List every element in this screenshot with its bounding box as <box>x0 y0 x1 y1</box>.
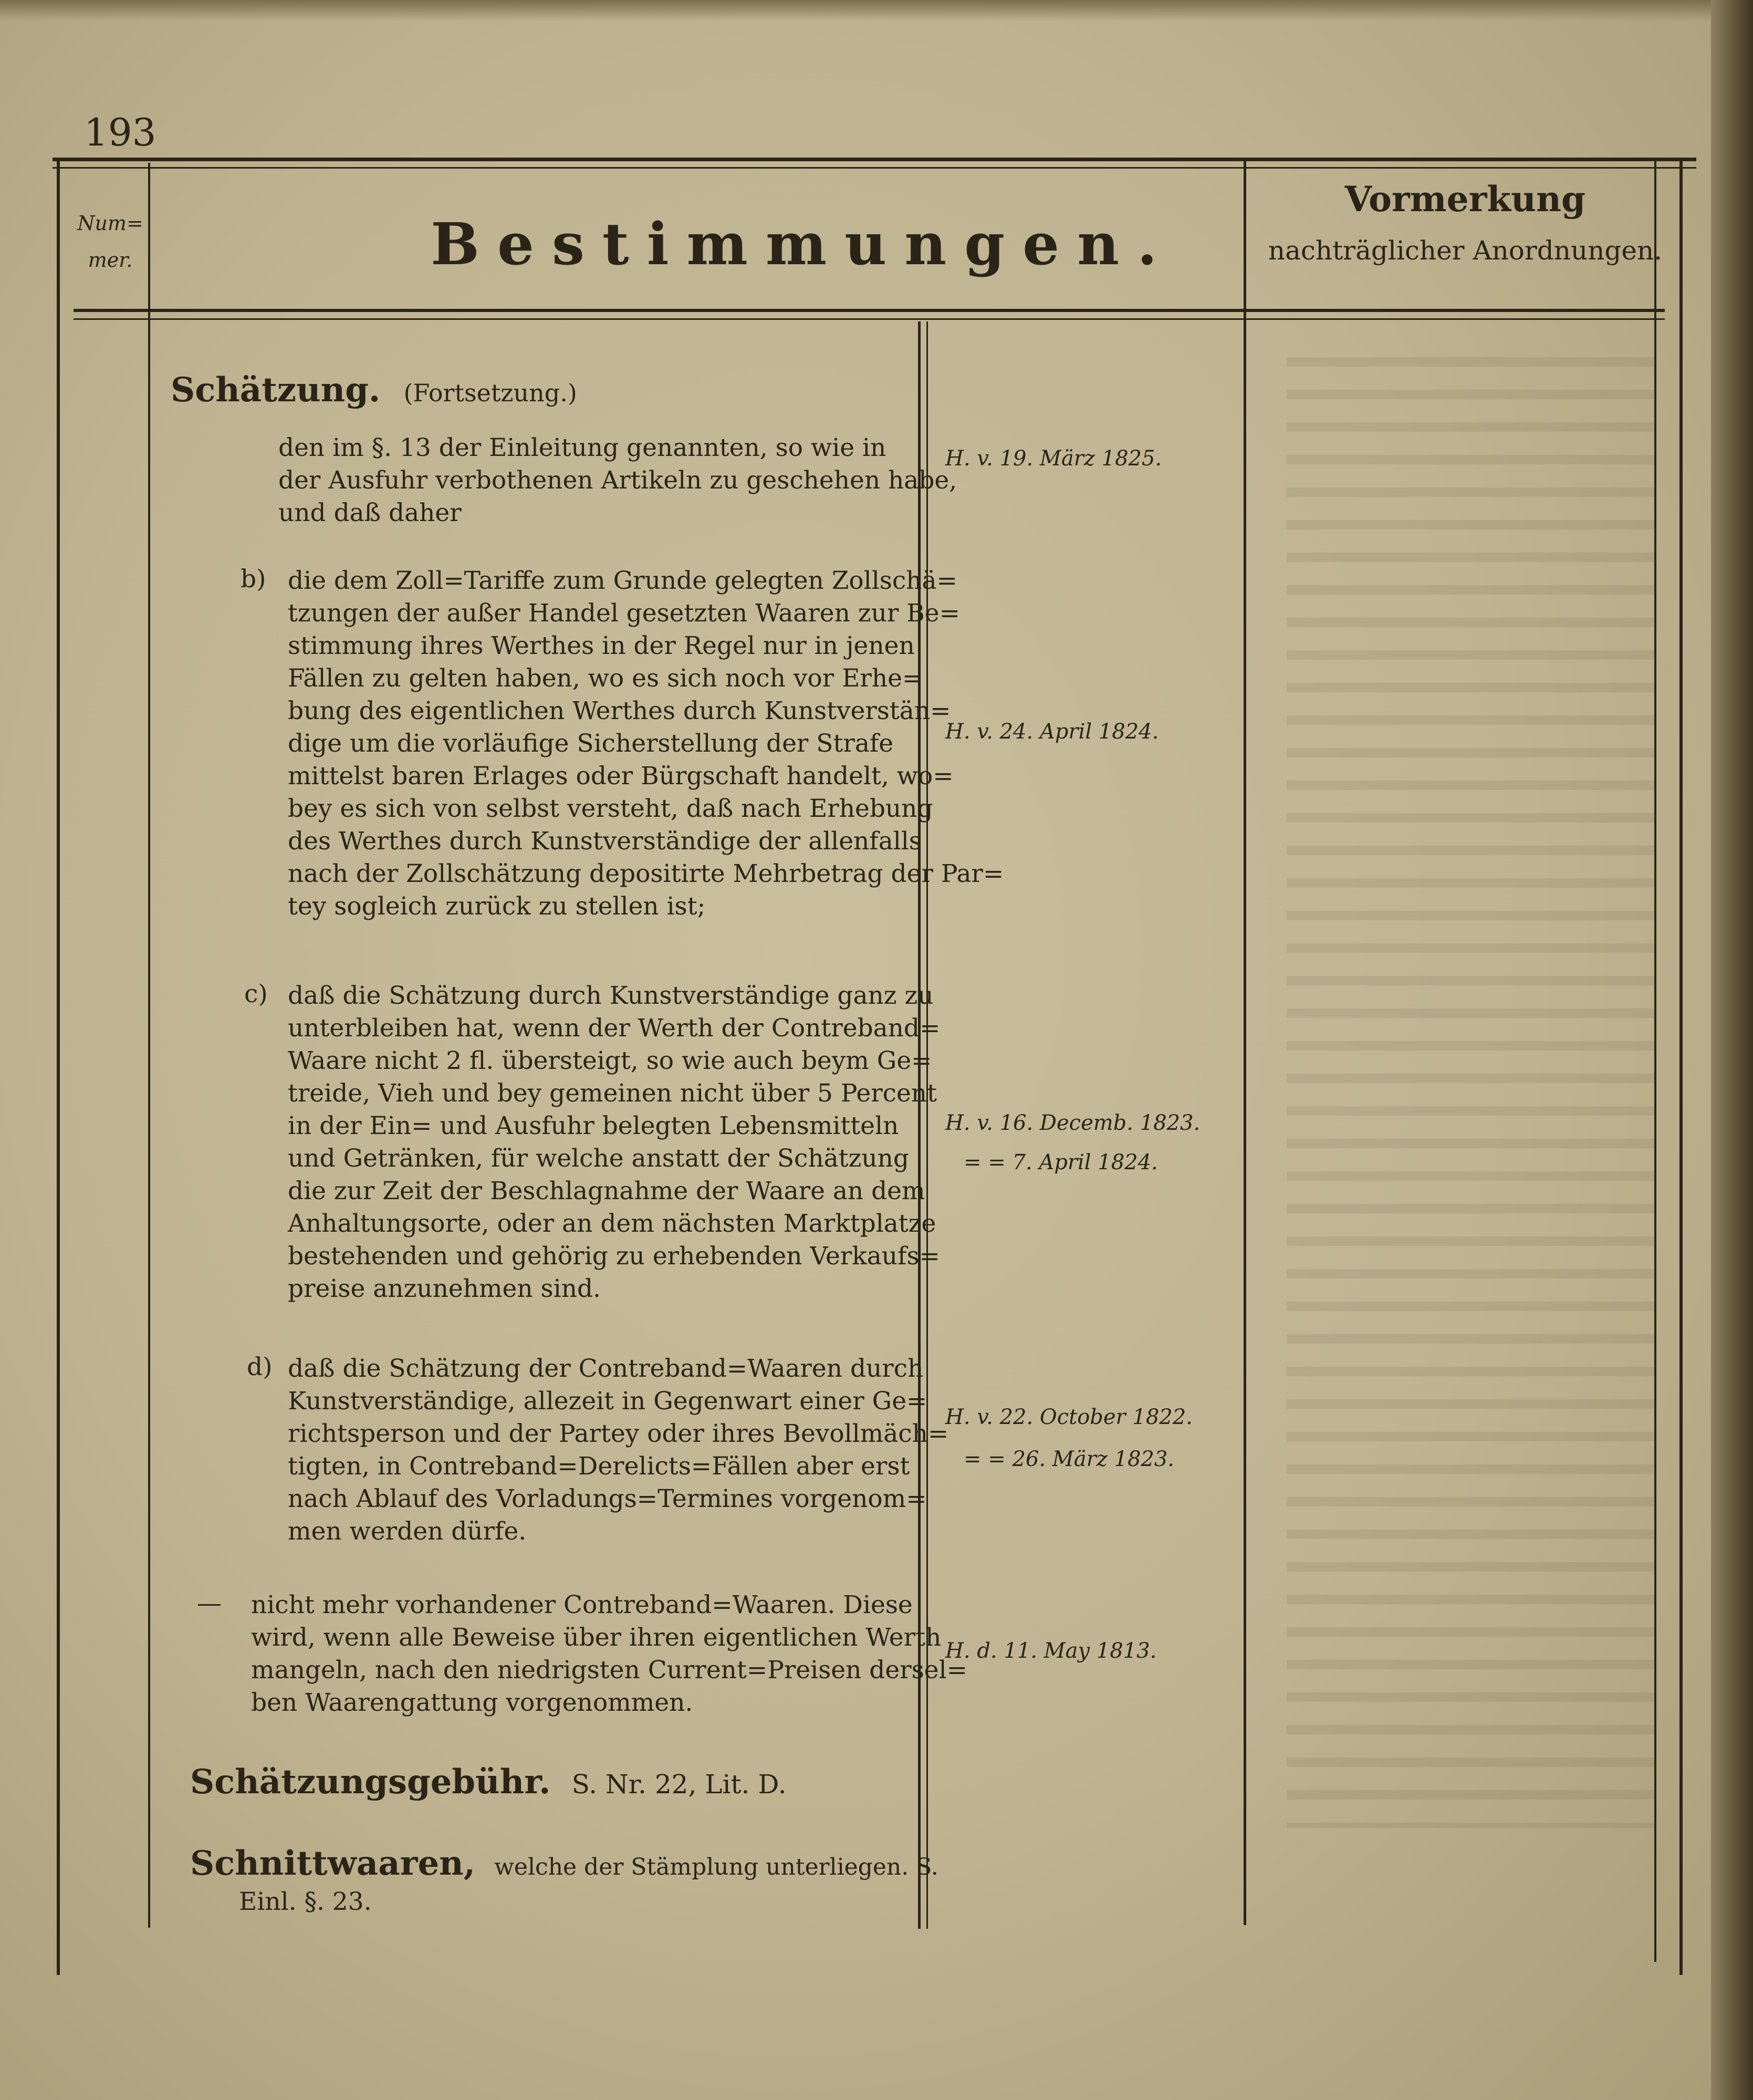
intro-line: den im §. 13 der Einleitung genannten, so wie in <box>278 433 886 462</box>
item-d-line: nach Ablauf des Vorladungs=Termines vorgenom= <box>288 1484 927 1513</box>
schaetzung-heading <box>171 370 577 410</box>
schaetzungsgebuehr-entry <box>190 1762 787 1802</box>
page-number: 193 <box>84 110 156 154</box>
notes-column-left-rule <box>1244 160 1246 1925</box>
item-c-line: und Getränken, für welche anstatt der Schätzung <box>288 1144 909 1173</box>
page-top-shadow <box>0 0 1753 21</box>
header-bottom-rule <box>74 309 1665 312</box>
regulations-column-header: Bestimmungen. <box>431 210 1175 278</box>
notes-column-header-subtitle: nachträglicher Anordnungen. <box>1268 235 1663 266</box>
item-c-line: preise anzunehmen sind. <box>288 1274 601 1303</box>
table-top-border-inner <box>53 167 1696 169</box>
item-b-line: bung des eigentlichen Werthes durch Kunstverstän= <box>288 696 951 725</box>
item-d-label: d) <box>247 1353 273 1381</box>
note-1825: H. v. 19. März 1825. <box>945 446 1162 471</box>
item-d-paragraph <box>288 1353 948 1548</box>
schaetzung-heading-text: Schätzung. <box>171 370 381 410</box>
item-c-line: Waare nicht 2 fl. übersteigt, so wie auch beym Ge= <box>288 1046 932 1075</box>
note-1823-december: H. v. 16. Decemb. 1823. <box>945 1111 1201 1135</box>
table-top-border <box>53 158 1696 161</box>
note-1823-march-ditto: = = 26. März 1823. <box>964 1447 1175 1471</box>
note-1824-april-ditto: = = 7. April 1824. <box>964 1150 1158 1174</box>
item-b-line: tzungen der außer Handel gesetzten Waaren zur Be= <box>288 599 960 628</box>
notes-column-right-rule <box>1654 160 1656 1962</box>
dash-item-label: — <box>197 1589 222 1618</box>
dash-item-line: mangeln, nach den niedrigsten Current=Preisen dersel= <box>251 1656 968 1685</box>
schaetzungsgebuehr-reference: S. Nr. 22, Lit. D. <box>571 1769 787 1800</box>
item-c-line: treide, Vieh und bey gemeinen nicht über 5 Percent <box>288 1079 937 1108</box>
intro-line: der Ausfuhr verbothenen Artikeln zu geschehen habe, <box>278 466 957 495</box>
bleed-through-lines <box>1287 357 1654 1828</box>
item-b-paragraph <box>288 565 1004 923</box>
item-d-line: daß die Schätzung der Contreband=Waaren durch <box>288 1354 924 1383</box>
number-column-rule <box>148 163 150 1928</box>
item-b-line: stimmung ihres Werthes in der Regel nur in jenen <box>288 631 915 660</box>
item-b-label: b) <box>241 565 266 594</box>
note-1822-october: H. v. 22. October 1822. <box>945 1405 1193 1429</box>
dash-item-line: wird, wenn alle Beweise über ihren eigentlichen Werth <box>251 1623 942 1652</box>
item-b-line: des Werthes durch Kunstverständige der allenfalls <box>288 827 922 856</box>
item-c-label: c) <box>244 980 268 1009</box>
dash-item-paragraph <box>251 1589 967 1719</box>
item-b-line: dige um die vorläufige Sicherstellung der Strafe <box>288 729 894 758</box>
item-c-line: daß die Schätzung durch Kunstverständige ganz zu <box>288 981 934 1010</box>
number-column-header <box>74 205 147 278</box>
item-b-line: die dem Zoll=Tariffe zum Grunde gelegten Zollschä= <box>288 566 957 595</box>
item-b-line: Fällen zu gelten haben, wo es sich noch vor Erhe= <box>288 664 923 693</box>
item-c-line: in der Ein= und Ausfuhr belegten Lebensmitteln <box>288 1111 899 1140</box>
item-b-line: tey sogleich zurück zu stellen ist; <box>288 892 706 921</box>
page-binding-edge <box>1711 0 1753 2100</box>
item-c-line: unterbleiben hat, wenn der Werth der Contreband= <box>288 1014 941 1043</box>
outer-left-border <box>57 158 60 1975</box>
item-c-paragraph <box>288 980 940 1305</box>
dash-item-line: ben Waarengattung vorgenommen. <box>251 1688 693 1717</box>
schnittwaaren-heading: Schnittwaaren, <box>190 1844 475 1883</box>
header-bottom-rule-inner <box>74 318 1665 320</box>
item-c-line: die zur Zeit der Beschlagnahme der Waare an dem <box>288 1177 925 1205</box>
item-b-line: bey es sich von selbst versteht, daß nach Erhebung <box>288 794 933 823</box>
schnittwaaren-text-continued: Einl. §. 23. <box>239 1887 372 1916</box>
schaetzungsgebuehr-heading: Schätzungsgebühr. <box>190 1762 551 1802</box>
item-b-line: nach der Zollschätzung depositirte Mehrbetrag der Par= <box>288 859 1004 888</box>
intro-paragraph <box>278 432 957 529</box>
item-d-line: men werden dürfe. <box>288 1517 527 1546</box>
schnittwaaren-entry <box>190 1844 938 1883</box>
outer-right-border <box>1679 158 1683 1975</box>
item-c-line: Anhaltungsorte, oder an dem nächsten Marktplatze <box>288 1209 936 1238</box>
notes-column-header-title: Vormerkung <box>1344 179 1586 220</box>
item-b-line: mittelst baren Erlages oder Bürgschaft handelt, wo= <box>288 762 954 791</box>
number-column-header-line-2: mer. <box>88 248 133 272</box>
number-column-header-line-1: Num= <box>77 212 143 235</box>
item-d-line: tigten, in Contreband=Derelicts=Fällen aber erst <box>288 1452 910 1481</box>
intro-line: und daß daher <box>278 498 462 527</box>
schaetzung-continuation: (Fortsetzung.) <box>403 379 577 407</box>
note-1824-april: H. v. 24. April 1824. <box>945 720 1159 744</box>
dash-item-line: nicht mehr vorhandener Contreband=Waaren. Diese <box>251 1590 913 1619</box>
item-c-line: bestehenden und gehörig zu erhebenden Verkaufs= <box>288 1242 940 1271</box>
schnittwaaren-text: welche der Stämplung unterliegen. S. <box>494 1854 938 1880</box>
item-d-line: Kunstverständige, allezeit in Gegenwart einer Ge= <box>288 1387 927 1416</box>
note-1813-may: H. d. 11. May 1813. <box>945 1639 1157 1663</box>
item-d-line: richtsperson und der Partey oder ihres Bevollmäch= <box>288 1419 949 1448</box>
